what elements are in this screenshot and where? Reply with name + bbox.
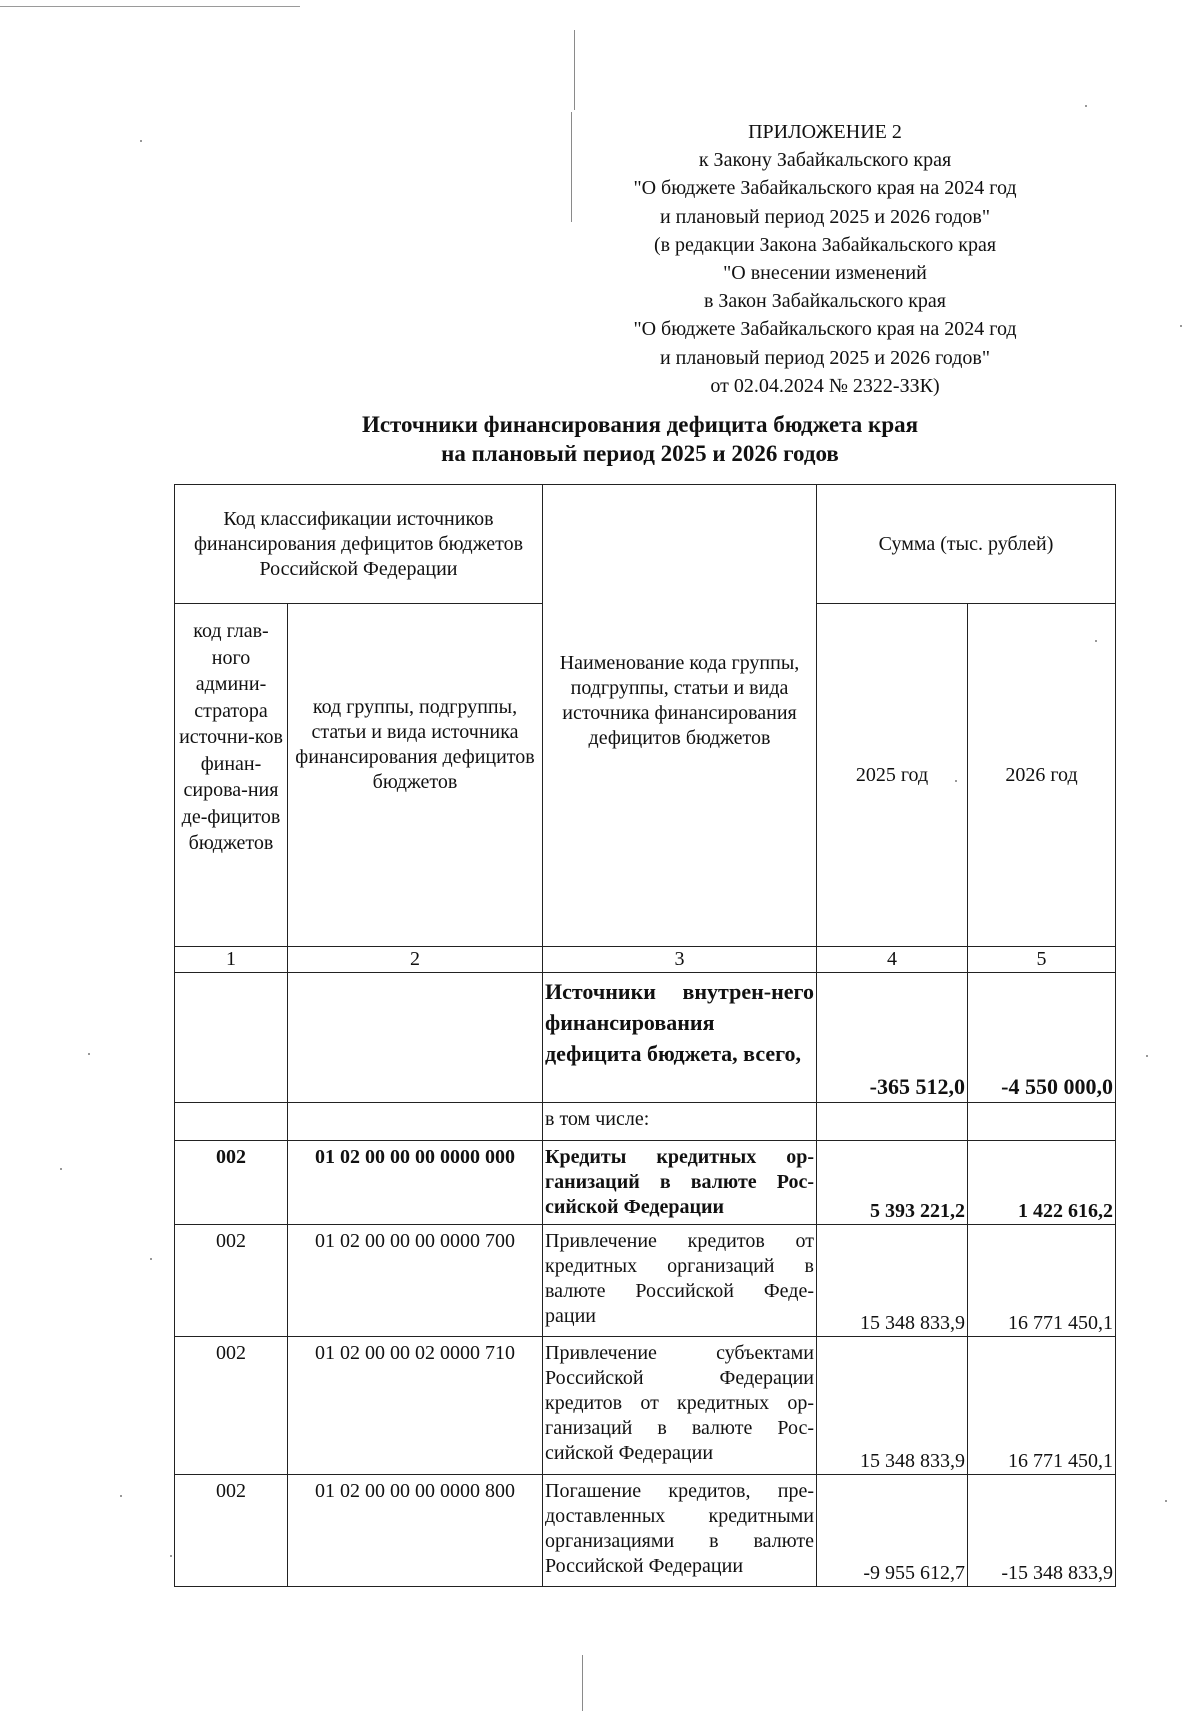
table-row <box>175 1103 1116 1141</box>
header-year-2025: 2025 год <box>817 604 968 947</box>
value-2026-cell <box>968 1103 1116 1141</box>
admin-code-cell: 002 <box>175 1337 288 1475</box>
group-code-cell: 01 02 00 00 02 0000 710 <box>288 1337 543 1475</box>
scan-speck <box>1095 640 1097 642</box>
appendix-line: и плановый период 2025 и 2026 годов" <box>659 205 991 228</box>
table-row <box>175 1475 1116 1587</box>
scan-speck <box>120 1495 122 1497</box>
appendix-line: "О бюджете Забайкальского края на 2024 год <box>633 177 1017 200</box>
group-code-cell: 01 02 00 00 00 0000 000 <box>288 1141 543 1225</box>
column-number: 4 <box>817 947 968 973</box>
scan-speck <box>1180 325 1182 327</box>
appendix-line: (в редакции Закона Забайкальского края <box>653 233 997 256</box>
admin-code-cell: 002 <box>175 1141 288 1225</box>
scan-speck <box>150 1258 152 1260</box>
header-year-2026: 2026 год <box>968 604 1116 947</box>
table-row <box>175 973 1116 1103</box>
title-line-1: Источники финансирования дефицита бюджета края <box>361 412 919 437</box>
scan-speck <box>88 1053 90 1055</box>
value-2025-cell: -9 955 612,7 <box>817 1475 968 1587</box>
scan-speck <box>1165 1500 1167 1502</box>
name-cell: Привлечение кредитов от кредитных организаций в валюте Российской Феде-рации <box>543 1225 817 1337</box>
header-group-code: код группы, подгруппы, статьи и вида источника финансирования дефицитов бюджетов <box>288 604 543 947</box>
document-title <box>230 410 1050 468</box>
value-2026-cell: 16 771 450,1 <box>968 1337 1116 1475</box>
name-cell: Привлечение субъектами Российской Федерации кредитов от кредитных ор-ганизаций в валюте Рос-сийской Федерации <box>543 1337 817 1475</box>
group-code-cell: 01 02 00 00 00 0000 700 <box>288 1225 543 1337</box>
admin-code-cell: 002 <box>175 1225 288 1337</box>
value-2025-cell: -365 512,0 <box>817 973 968 1103</box>
name-cell: Источники внутрен-него финансирования дефицита бюджета, всего, <box>543 973 817 1103</box>
column-number: 1 <box>175 947 288 973</box>
value-2025-cell: 5 393 221,2 <box>817 1141 968 1225</box>
admin-code-cell <box>175 1103 288 1141</box>
scan-speck <box>60 1168 62 1170</box>
scan-speck <box>140 140 142 142</box>
group-code-cell <box>288 973 543 1103</box>
name-cell: Погашение кредитов, пре-доставленных кредитными организациями в валюте Российской Федерации <box>543 1475 817 1587</box>
scan-speck <box>170 1555 172 1557</box>
appendix-line: и плановый период 2025 и 2026 годов" <box>659 346 991 369</box>
value-2026-cell: 1 422 616,2 <box>968 1141 1116 1225</box>
group-code-cell: 01 02 00 00 00 0000 800 <box>288 1475 543 1587</box>
scan-artifact-line <box>574 30 575 110</box>
header-sum: Сумма (тыс. рублей) <box>817 485 1116 604</box>
column-numbers-row <box>175 947 1116 973</box>
table-row <box>175 1141 1116 1225</box>
appendix-line: в Закон Забайкальского края <box>703 290 947 313</box>
admin-code-cell <box>175 973 288 1103</box>
value-2026-cell: -4 550 000,0 <box>968 973 1116 1103</box>
admin-code-cell: 002 <box>175 1475 288 1587</box>
appendix-header <box>570 118 1080 400</box>
header-classification: Код классификации источников финансирования дефицитов бюджетов Российской Федерации <box>175 485 543 604</box>
appendix-line: "О внесении изменений <box>723 262 927 285</box>
value-2026-cell: 16 771 450,1 <box>968 1225 1116 1337</box>
title-line-2: на плановый период 2025 и 2026 годов <box>441 441 839 466</box>
column-number: 2 <box>288 947 543 973</box>
column-number: 3 <box>543 947 817 973</box>
financing-sources-table <box>174 484 1116 1587</box>
scan-artifact-line <box>0 6 300 7</box>
scan-artifact-line <box>582 1655 583 1711</box>
value-2025-cell: 15 348 833,9 <box>817 1225 968 1337</box>
column-number: 5 <box>968 947 1116 973</box>
value-2025-cell <box>817 1103 968 1141</box>
name-cell: Кредиты кредитных ор-ганизаций в валюте Рос-сийской Федерации <box>543 1141 817 1225</box>
appendix-line: ПРИЛОЖЕНИЕ 2 <box>748 121 902 143</box>
group-code-cell <box>288 1103 543 1141</box>
value-2025-cell: 15 348 833,9 <box>817 1337 968 1475</box>
scan-speck <box>955 780 957 782</box>
header-name: Наименование кода группы, подгруппы, статьи и вида источника финансирования дефицитов бюджетов <box>543 485 817 947</box>
table-row <box>175 1225 1116 1337</box>
table-row <box>175 1337 1116 1475</box>
scan-speck <box>1146 1055 1148 1057</box>
appendix-line: "О бюджете Забайкальского края на 2024 год <box>633 318 1017 341</box>
scan-speck <box>1085 105 1087 107</box>
name-cell: в том числе: <box>543 1103 817 1141</box>
header-admin-code: код глав-ного админи-стратора источни-ков финан-сирова-ния де-фицитов бюджетов <box>175 604 288 947</box>
appendix-line: к Закону Забайкальского края <box>698 149 952 172</box>
value-2026-cell: -15 348 833,9 <box>968 1475 1116 1587</box>
appendix-line: от 02.04.2024 № 2322-ЗЗК) <box>710 374 940 397</box>
